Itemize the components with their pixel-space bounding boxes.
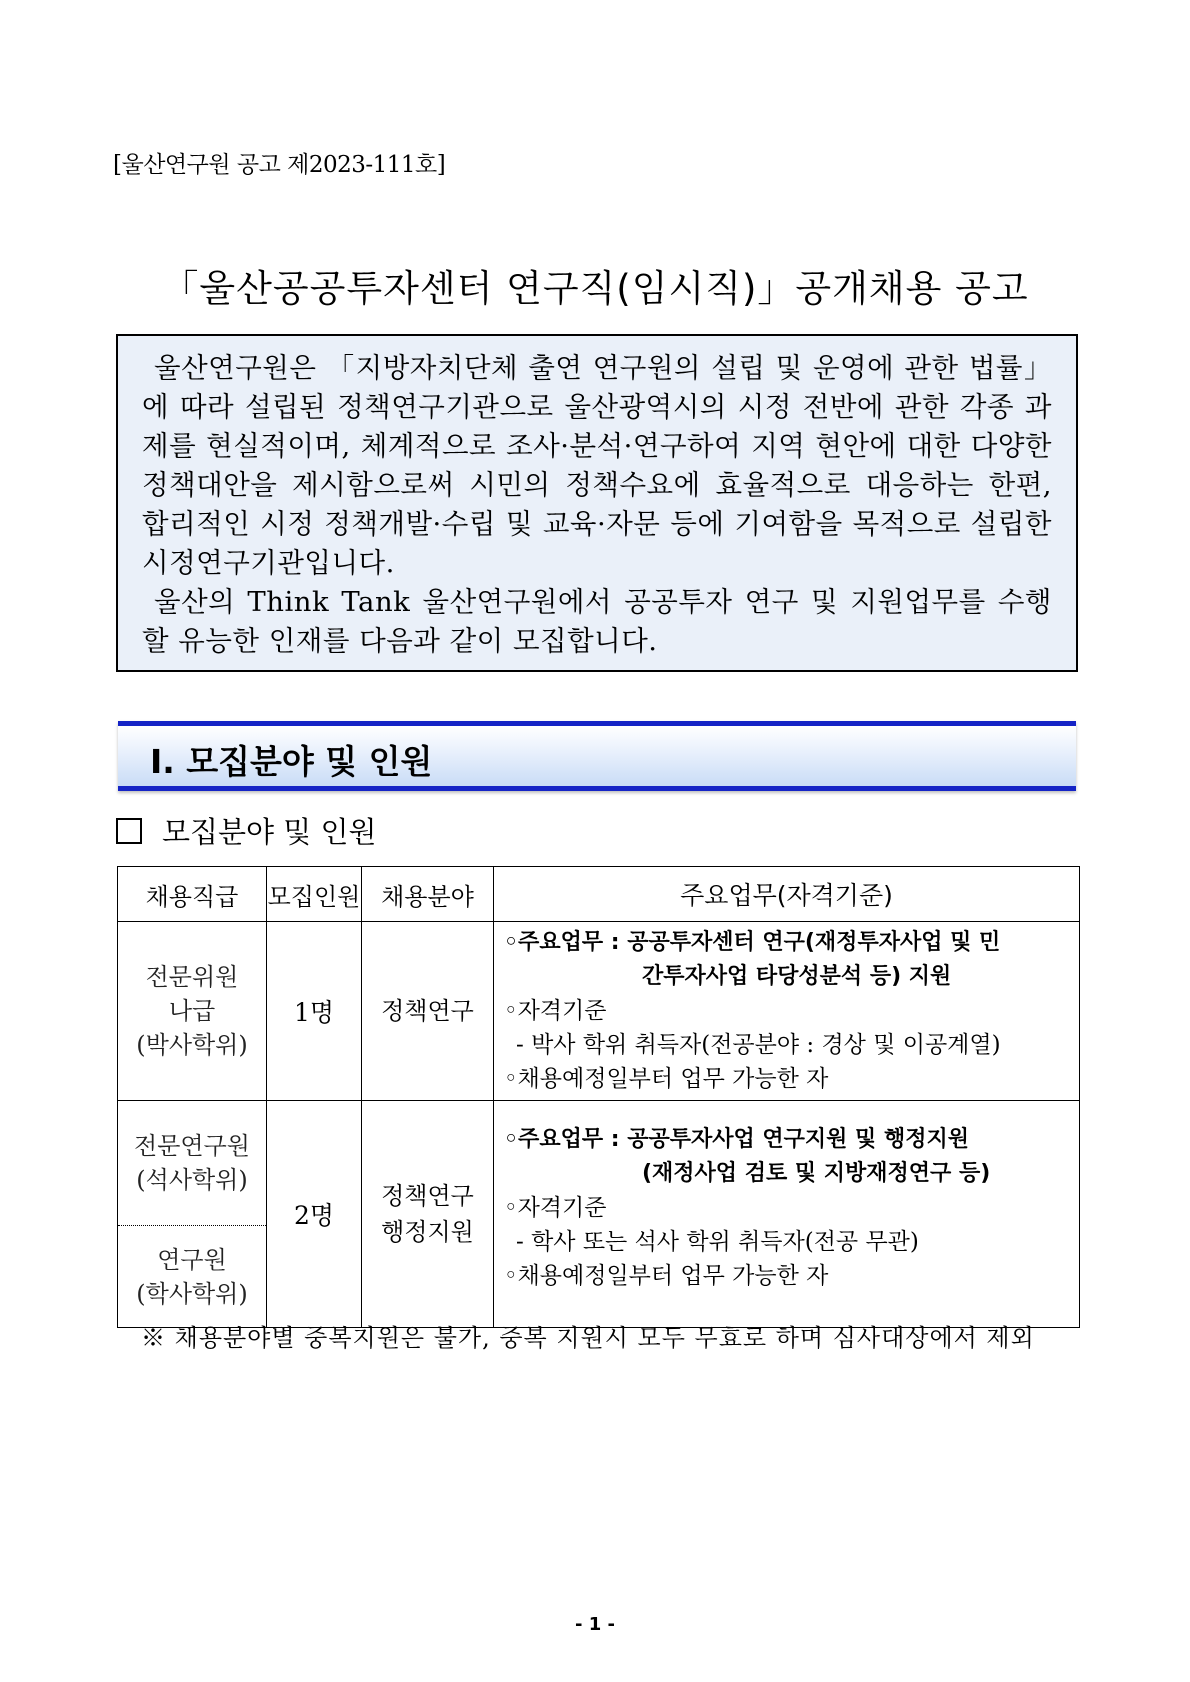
row1-grade-degree: (박사학위): [136, 1031, 248, 1059]
row1-availability: ◦채용예정일부터 업무 가능한 자: [504, 1066, 829, 1092]
header-field: 채용분야: [362, 867, 494, 922]
header-count: 모집인원: [267, 867, 362, 922]
subsection-heading: [116, 810, 377, 851]
row2-qual-line: - 학사 또는 석사 학위 취득자(전공 무관): [516, 1229, 919, 1255]
page-number: - 1 -: [575, 1614, 615, 1635]
notice-number: [울산연구원 공고 제2023-111호]: [113, 152, 446, 178]
row2-field-line1: 정책연구: [381, 1182, 474, 1210]
row2-grade-b: [118, 1226, 267, 1328]
row1-qual-line: - 박사 학위 취득자(전공분야 : 경상 및 이공계열): [516, 1032, 1001, 1058]
recruitment-table: [117, 866, 1080, 1328]
row1-duties: [494, 922, 1080, 1101]
row1-duty-label: ◦주요업무 :: [504, 930, 620, 955]
document-title: 「울산공공투자센터 연구직(임시직)」공개채용 공고: [161, 267, 1029, 310]
row1-count: 1명: [267, 922, 362, 1101]
row2-duty-line1: [504, 1123, 1075, 1157]
section-heading: Ⅰ. 모집분야 및 인원: [150, 742, 433, 781]
row1-duty-text1: 공공투자센터 연구(재정투자사업 및 민: [627, 930, 1001, 955]
row1-grade-title: 전문위원: [145, 963, 239, 991]
row1-grade-level: 나급: [168, 997, 216, 1025]
row1-duty-line1: [504, 926, 1075, 960]
row2-availability: ◦채용예정일부터 업무 가능한 자: [504, 1263, 829, 1289]
row2-grade-a-degree: (석사학위): [136, 1166, 248, 1194]
row2-duty-text1: 공공투자사업 연구지원 및 행정지원: [627, 1127, 969, 1152]
intro-paragraph-2: 울산의 Think Tank 울산연구원에서 공공투자 연구 및 지원업무를 수행할 유능한 인재를 다음과 같이 모집합니다.: [142, 586, 1052, 657]
row2-duty-line2: (재정사업 검토 및 지방재정연구 등): [642, 1161, 991, 1186]
table-row: [118, 1101, 1080, 1226]
row1-duty-line2: 간투자사업 타당성분석 등) 지원: [642, 964, 952, 989]
table-row: [118, 922, 1080, 1101]
row1-qual-label: ◦자격기준: [504, 998, 607, 1024]
table-header-row: [118, 867, 1080, 922]
section-heading-bar: [118, 721, 1076, 791]
row2-count: 2명: [267, 1101, 362, 1328]
intro-box: [116, 334, 1078, 672]
row2-field-line2: 행정지원: [381, 1218, 474, 1246]
header-grade: 채용직급: [118, 867, 267, 922]
row2-grade-a: [118, 1101, 267, 1226]
row1-grade: [118, 922, 267, 1101]
row2-duty-label: ◦주요업무 :: [504, 1127, 620, 1152]
row2-field: [362, 1101, 494, 1328]
footnote: ※ 채용분야별 중복지원은 불가, 중복 지원시 모두 무효로 하며 심사대상에서 제외: [141, 1324, 1035, 1352]
row2-duties: [494, 1101, 1080, 1328]
checkbox-square-icon: [116, 818, 142, 844]
row2-qual-label: ◦자격기준: [504, 1195, 607, 1221]
subsection-heading-text: 모집분야 및 인원: [162, 815, 377, 849]
header-duties: 주요업무(자격기준): [494, 867, 1080, 922]
row2-grade-a-title: 전문연구원: [134, 1132, 250, 1160]
row2-grade-b-title: 연구원: [157, 1245, 227, 1274]
intro-paragraph-1: 울산연구원은 「지방자치단체 출연 연구원의 설립 및 운영에 관한 법률」에 따라 설립된 정책연구기관으로 울산광역시의 시정 전반에 관한 각종 과제를 현실적이며, 체계적으로 조사·분석·연구하여 지역 현안에 대한 다양한 정책대안을 제시함으로써 시민의 정책수요에 효율적으로 대응하는 한편, 합리적인 시정 정책개발·수립 및 교육·자문 등에 기여함을 목적으로 설립한 시정연구기관입니다.: [142, 352, 1052, 579]
row2-grade-b-degree: (학사학위): [136, 1279, 248, 1308]
row1-field: 정책연구: [362, 922, 494, 1101]
